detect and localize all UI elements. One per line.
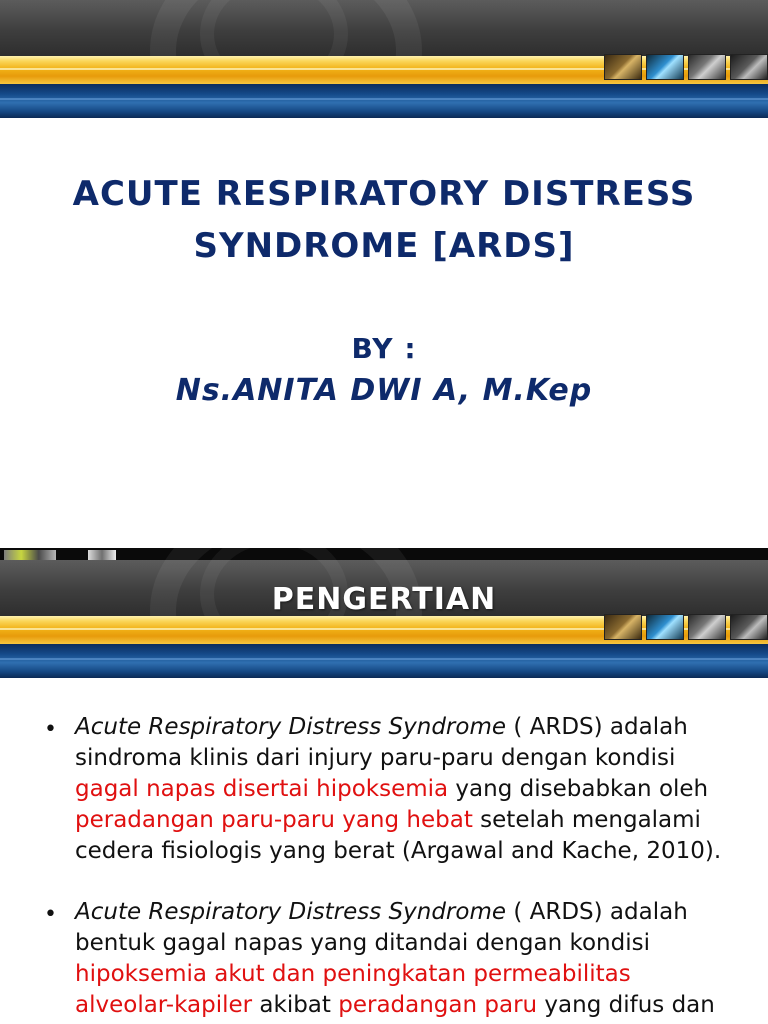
bullet-text: ( ARDS) adalah sindroma klinis dari injury paru-paru dengan kondisi [75, 714, 688, 771]
slide-title-line-1: ACUTE RESPIRATORY DISTRESS [72, 174, 696, 214]
bullet-text: setelah mengalami cedera fisiologis yang berat (Argawal and Kache, 2010). [75, 807, 722, 864]
strip-thumbnail [4, 550, 56, 560]
header-dark-band [0, 0, 768, 56]
highlighted-text: peradangan paru [338, 992, 538, 1018]
content-slide [0, 548, 768, 1024]
bullet-dot-icon: • [44, 717, 57, 742]
slide-header-band [0, 560, 768, 678]
thumbnail-image [646, 614, 684, 640]
header-thumbnail-strip [600, 614, 768, 642]
thumbnail-image [646, 54, 684, 80]
bullet-item [0, 712, 768, 867]
strip-thumbnail [88, 550, 116, 560]
bullet-item [0, 897, 768, 1021]
bullet-dot-icon: • [44, 902, 57, 927]
highlighted-text: hipoksemia akut dan peningkatan permeabilitas alveolar-kapiler [75, 961, 631, 1018]
header-blue-highlight [0, 658, 768, 660]
term-italic: Acute Respiratory Distress Syndrome [75, 899, 507, 925]
header-blue-band [0, 644, 768, 678]
slide-title [0, 168, 768, 272]
bullet-list [0, 712, 768, 1024]
thumbnail-image [730, 614, 768, 640]
thumbnail-image [604, 614, 642, 640]
highlighted-text: peradangan paru-paru yang hebat [75, 807, 473, 833]
bullet-text: ( ARDS) adalah bentuk gagal napas yang ditandai dengan kondisi [75, 899, 688, 956]
header-thumbnail-strip [600, 54, 768, 82]
thumbnail-image [688, 54, 726, 80]
highlighted-text: gagal napas disertai hipoksemia [75, 776, 449, 802]
slide-header-band [0, 0, 768, 118]
bullet-text: yang difus dan [537, 992, 715, 1018]
bullet-text: yang disebabkan oleh [448, 776, 709, 802]
thumbnail-image [604, 54, 642, 80]
slide-heading: PENGERTIAN [271, 582, 497, 617]
header-blue-band [0, 84, 768, 118]
thumbnail-image [688, 614, 726, 640]
slide-title-line-2: SYNDROME [ARDS] [193, 226, 575, 266]
term-italic: Acute Respiratory Distress Syndrome [75, 714, 507, 740]
header-blue-highlight [0, 98, 768, 100]
by-label: BY : [351, 332, 417, 365]
bullet-text: akibat [252, 992, 339, 1018]
author-name: Ns.ANITA DWI A, M.Kep [175, 373, 593, 408]
thumbnail-image [730, 54, 768, 80]
